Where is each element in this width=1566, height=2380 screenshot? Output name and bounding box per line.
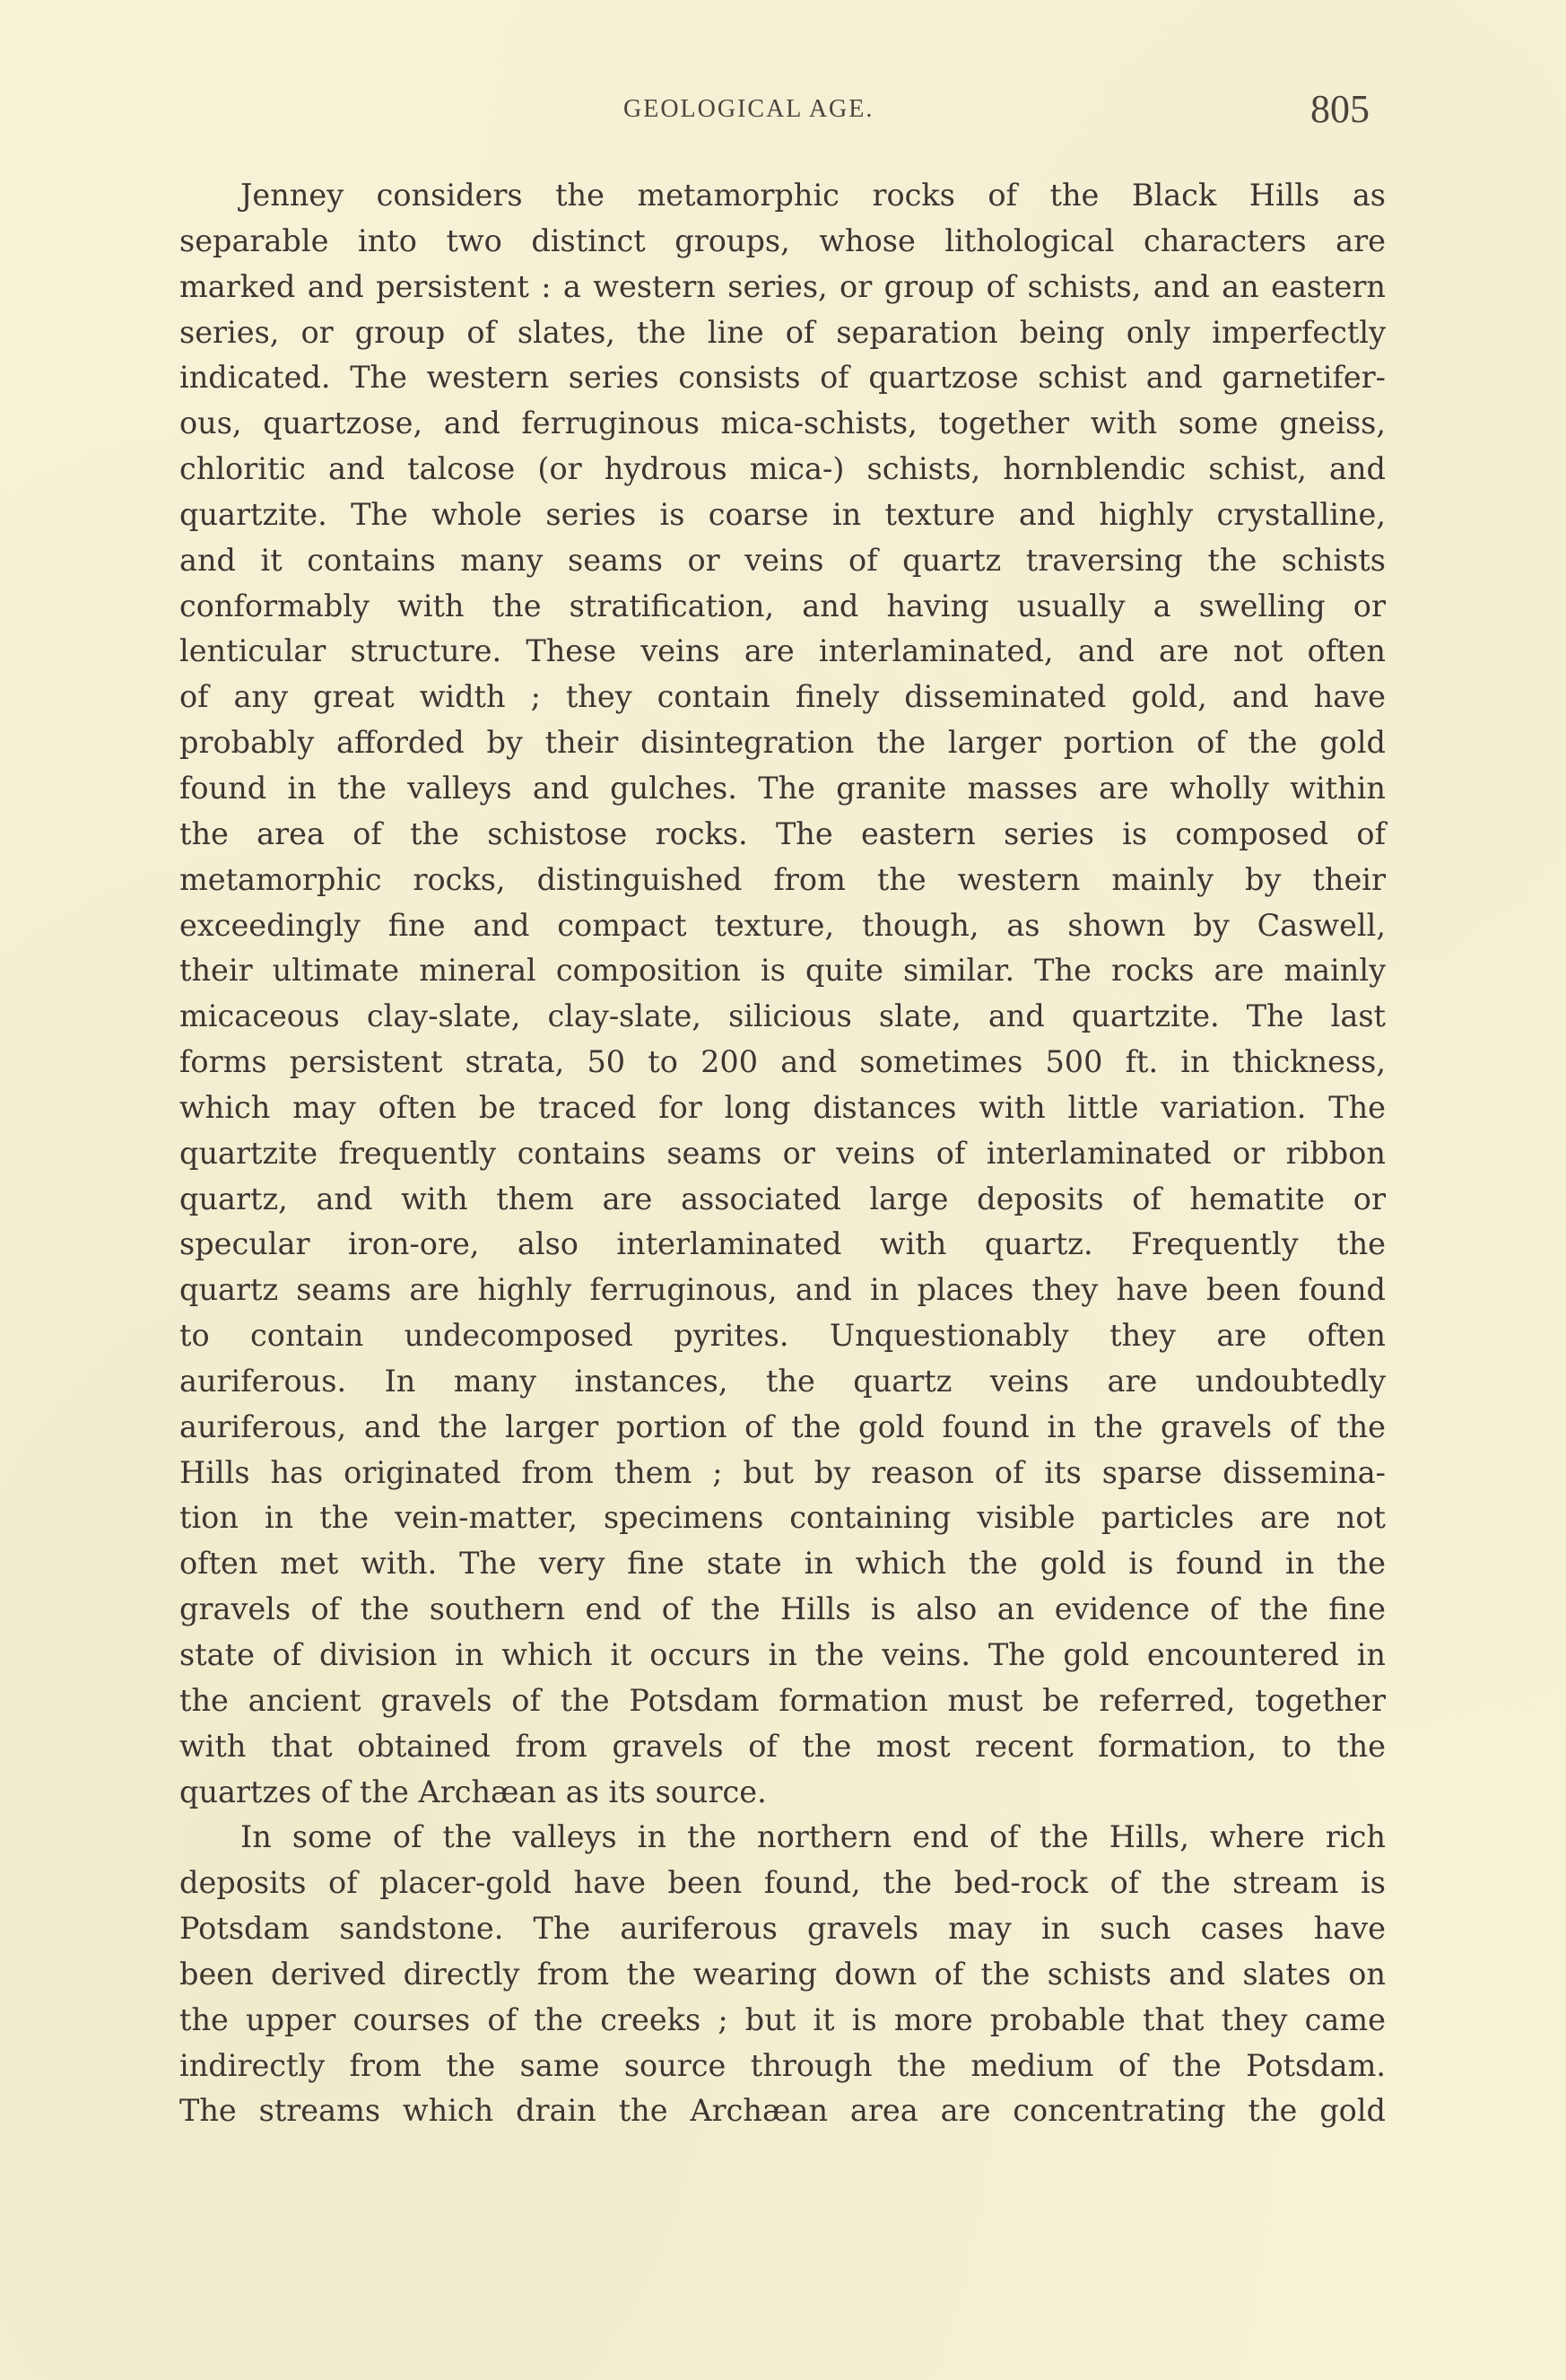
- text-line: probably afforded by their disintegration the larger portion of the gold: [179, 725, 1386, 761]
- text-line: gravels of the southern end of the Hills is also an evidence of the fine: [179, 1591, 1386, 1627]
- text-line: tion in the vein-matter, specimens containing visible particles are not: [179, 1500, 1386, 1536]
- text-line: the area of the schistose rocks. The eastern series is composed of: [179, 815, 1386, 851]
- text-line: lenticular structure. These veins are interlaminated, and are not often: [179, 633, 1386, 669]
- text-line: quartzite frequently contains seams or veins of interlaminated or ribbon: [179, 1135, 1386, 1171]
- text-line: deposits of placer-gold have been found, the bed-rock of the stream is: [179, 1865, 1386, 1901]
- text-line: indicated. The western series consists of quartzose schist and garnetifer-: [179, 360, 1386, 396]
- text-line: the upper courses of the creeks ; but it is more probable that they came: [179, 2001, 1386, 2037]
- text-line: indirectly from the same source through the medium of the Potsdam.: [179, 2047, 1386, 2083]
- text-line: series, or group of slates, the line of separation being only imperfectly: [179, 314, 1386, 350]
- paragraph-2: [179, 1815, 1386, 2134]
- text-line: found in the valleys and gulches. The granite masses are wholly within: [179, 770, 1386, 806]
- running-head: [179, 87, 1386, 135]
- text-line: the ancient gravels of the Potsdam formation must be referred, together: [179, 1682, 1386, 1718]
- text-line: auriferous, and the larger portion of the gold found in the gravels of the: [179, 1408, 1386, 1444]
- text-line: quartzes of the Archæan as its source.: [179, 1774, 767, 1809]
- text-line: with that obtained from gravels of the most recent formation, to the: [179, 1728, 1386, 1764]
- text-line: metamorphic rocks, distinguished from the western mainly by their: [179, 861, 1386, 897]
- text-line: been derived directly from the wearing down of the schists and slates on: [179, 1956, 1386, 1992]
- text-line: quartzite. The whole series is coarse in texture and highly crystalline,: [179, 496, 1386, 532]
- text-line: quartz, and with them are associated large deposits of hematite or: [179, 1181, 1386, 1216]
- text-line: In some of the valleys in the northern end of the Hills, where rich: [240, 1819, 1386, 1855]
- text-line: Hills has originated from them ; but by reason of its sparse dissemina-: [179, 1454, 1386, 1490]
- text-line: Potsdam sandstone. The auriferous gravels may in such cases have: [179, 1911, 1386, 1947]
- text-line: and it contains many seams or veins of quartz traversing the schists: [179, 542, 1386, 578]
- text-line: often met with. The very fine state in which the gold is found in the: [179, 1546, 1386, 1582]
- text-line: exceedingly fine and compact texture, though, as shown by Caswell,: [179, 907, 1386, 943]
- text-line: marked and persistent : a western series, or group of schists, and an eastern: [179, 268, 1386, 304]
- text-line: specular iron-ore, also interlaminated with quartz. Frequently the: [179, 1226, 1386, 1262]
- text-line: which may often be traced for long distances with little variation. The: [179, 1089, 1386, 1125]
- text-line: micaceous clay-slate, clay-slate, silicious slate, and quartzite. The last: [179, 998, 1386, 1034]
- text-line: auriferous. In many instances, the quartz veins are undoubtedly: [179, 1363, 1386, 1399]
- text-line: to contain undecomposed pyrites. Unquestionably they are often: [179, 1318, 1386, 1354]
- running-title: GEOLOGICAL AGE.: [623, 95, 874, 123]
- paragraph-1: [179, 173, 1386, 1815]
- text-line: chloritic and talcose (or hydrous mica-) schists, hornblendic schist, and: [179, 451, 1386, 487]
- page-number: 805: [1310, 87, 1370, 131]
- text-line: ous, quartzose, and ferruginous mica-schists, together with some gneiss,: [179, 405, 1386, 441]
- text-line: conformably with the stratification, and having usually a swelling or: [179, 588, 1386, 623]
- body-text: [179, 173, 1386, 2134]
- text-line: separable into two distinct groups, whose lithological characters are: [179, 222, 1386, 258]
- text-line: Jenney considers the metamorphic rocks of the Black Hills as: [240, 178, 1386, 213]
- text-line: state of division in which it occurs in the veins. The gold encountered in: [179, 1637, 1386, 1672]
- text-line: quartz seams are highly ferruginous, and in places they have been found: [179, 1272, 1386, 1308]
- text-line: of any great width ; they contain finely disseminated gold, and have: [179, 679, 1386, 715]
- text-line: their ultimate mineral composition is quite similar. The rocks are mainly: [179, 953, 1386, 989]
- text-line: forms persistent strata, 50 to 200 and sometimes 500 ft. in thickness,: [179, 1044, 1386, 1080]
- text-line: The streams which drain the Archæan area are concentrating the gold: [179, 2093, 1386, 2129]
